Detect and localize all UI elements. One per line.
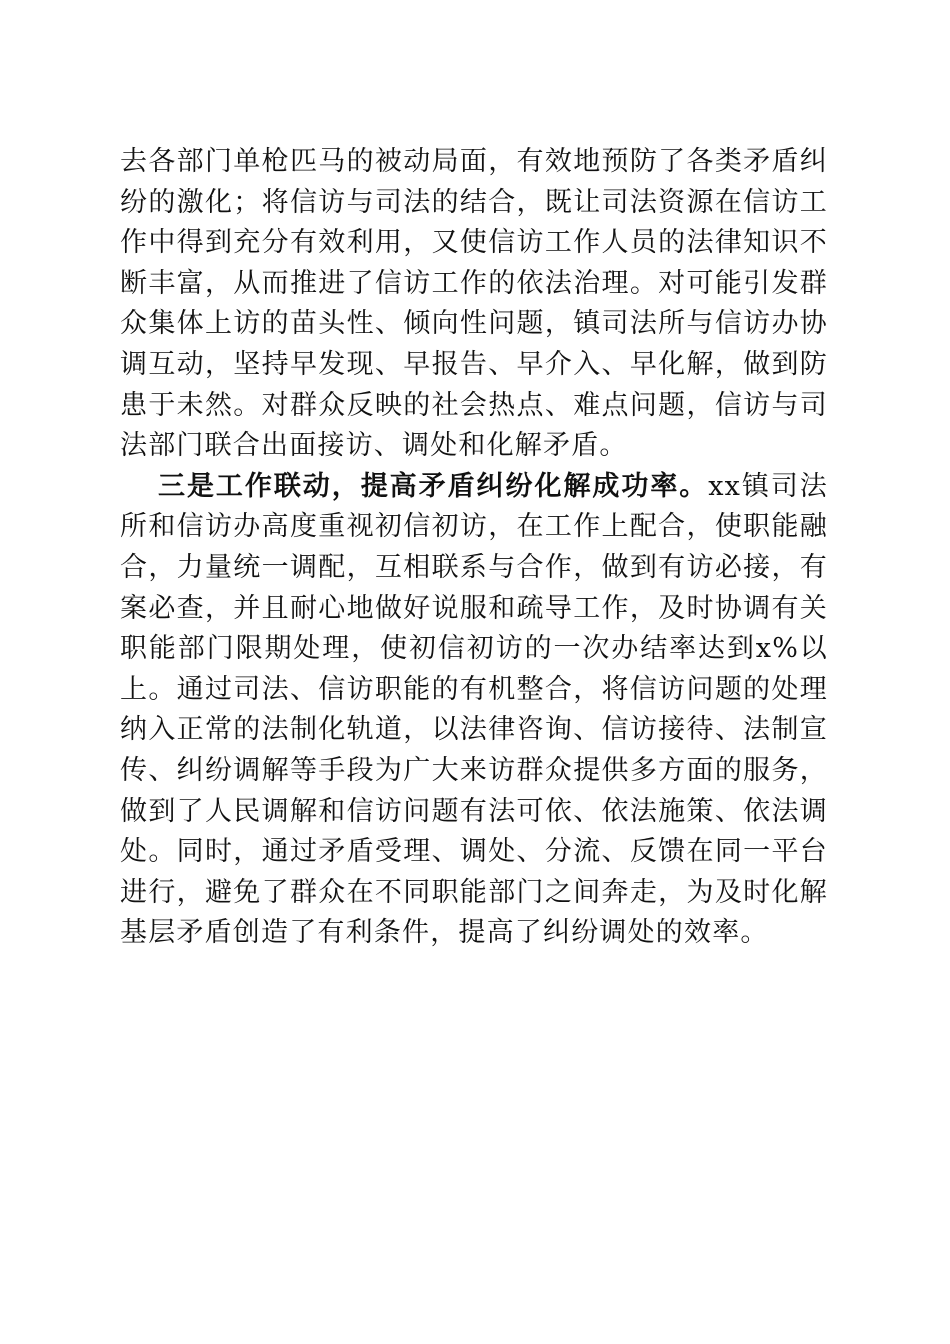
paragraph-work-linkage	[120, 467, 828, 954]
document-body	[120, 142, 828, 954]
paragraph-text: xx镇司法所和信访办高度重视初信初访，在工作上配合，使职能融合，力量统一调配，互相联系与合作，做到有访必接，有案必查，并且耐心地做好说服和疏导工作，及时协调有关职能部门限期处理，使初信初访的一次办结率达到x%以上。通过司法、信访职能的有机整合，将信访问题的处理纳入正常的法制化轨道，以法律咨询、信访接待、法制宣传、纠纷调解等手段为广大来访群众提供多方面的服务，做到了人民调解和信访问题有法可依、依法施策、依法调处。同时，通过矛盾受理、调处、分流、反馈在同一平台进行，避免了群众在不同职能部门之间奔走，为及时化解基层矛盾创造了有利条件，提高了纠纷调处的效率。	[120, 470, 828, 949]
paragraph-lead-heading: 三是工作联动，提高矛盾纠纷化解成功率。	[158, 470, 709, 502]
paragraph-continued	[120, 142, 828, 467]
paragraph-text: 去各部门单枪匹马的被动局面，有效地预防了各类矛盾纠纷的激化；将信访与司法的结合，既让司法资源在信访工作中得到充分有效利用，又使信访工作人员的法律知识不断丰富，从而推进了信访工作的依法治理。对可能引发群众集体上访的苗头性、倾向性问题，镇司法所与信访办协调互动，坚持早发现、早报告、早介入、早化解，做到防患于未然。对群众反映的社会热点、难点问题，信访与司法部门联合出面接访、调处和化解矛盾。	[120, 146, 828, 462]
